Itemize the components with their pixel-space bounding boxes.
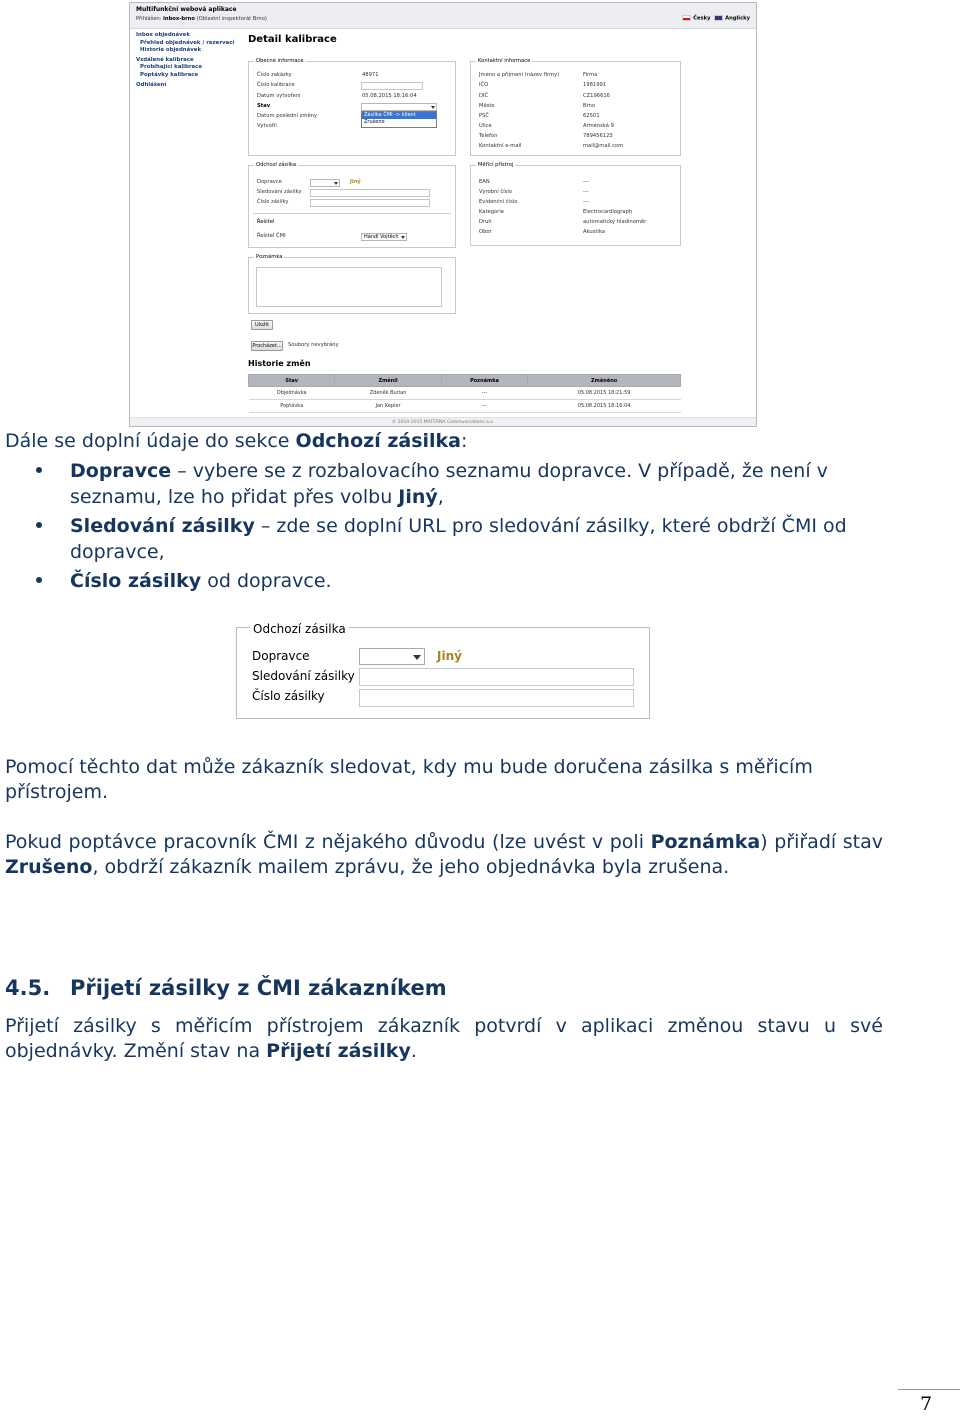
bullet-bold: Sledování zásilky (70, 515, 255, 537)
category-value: Electrocardiograph (583, 209, 633, 215)
no-files-label: Soubory nevybrány (288, 342, 339, 348)
history-col-note[interactable]: Poznámka (441, 375, 528, 387)
ico-label: IČO (479, 82, 489, 88)
street-label: Ulice (479, 123, 492, 129)
serial-value: --- (583, 189, 589, 195)
section-number: 4.5. (5, 976, 51, 1000)
status-option-cancelled[interactable]: Zrušeno (364, 119, 385, 125)
tracking-label: Sledování zásilky (252, 669, 355, 683)
solver-label: Řešitel ČMI (257, 233, 286, 239)
paragraph-receipt (5, 1014, 883, 1063)
table-row (249, 387, 681, 400)
sidebar-nav (136, 32, 246, 89)
outgoing-shipment-fieldset (248, 162, 456, 248)
bullet-text: – zde se doplní URL pro sledování zásilky, které obdrží ČMI od dopravce, (70, 515, 847, 563)
page-title: Detail kalibrace (248, 34, 337, 45)
app-screenshot (129, 2, 757, 427)
login-user: inbox-brno (163, 16, 195, 22)
history-header-row (249, 375, 681, 387)
para-text: . (410, 1039, 417, 1062)
carrier-label: Dopravce (252, 649, 310, 663)
contact-info-legend: Kontaktní informace (478, 58, 531, 64)
login-area: (Oblastní inspektorát Brno) (196, 16, 267, 22)
nav-item-order-history[interactable]: Historie objednávek (140, 47, 202, 54)
browse-button[interactable]: Procházet... (252, 343, 282, 349)
para-text: Pokud poptávce pracovník ČMI z nějakého důvodu (lze uvést v poli (5, 831, 651, 853)
outgoing-shipment-legend: Odchozí zásilka (250, 622, 349, 636)
note-textarea[interactable] (256, 267, 442, 307)
history-cell: Zdeněk Burian (335, 387, 441, 400)
street-value: Arménská 9 (583, 123, 614, 129)
city-label: Město (479, 103, 495, 109)
bullet-shipment-number (70, 568, 890, 594)
status-option-shipment[interactable]: Zásilka ČMI -> klient (362, 112, 436, 119)
lang-czech-link[interactable]: Česky (693, 15, 711, 22)
calibration-number-label: Číslo kalibrace (257, 82, 295, 88)
bullet-dot (36, 467, 42, 473)
bullet-tracking (70, 513, 890, 565)
page-number: 7 (920, 1393, 933, 1415)
page-number-rule (898, 1389, 960, 1390)
zip-value: 62501 (583, 113, 600, 119)
created-date-value: 05.08.2015 18:16:04 (362, 93, 417, 99)
email-value: mail@mail.com (583, 143, 624, 149)
bullet-carrier (70, 458, 890, 510)
history-cell: --- (441, 387, 528, 400)
type-value: automatický hladinoměr (583, 219, 647, 225)
shipment-number-input[interactable] (359, 689, 634, 707)
note-fieldset (248, 254, 456, 314)
para-bold: Přijetí zásilky (266, 1039, 411, 1062)
language-switch (682, 15, 750, 22)
device-legend: Měřicí přístroj (478, 162, 514, 168)
history-cell: Objednávka (249, 387, 335, 400)
lang-english-link[interactable]: Anglicky (725, 15, 750, 22)
created-by-label: Vytvořil (257, 123, 277, 129)
outgoing-legend: Odchozí zásilka (256, 162, 297, 168)
nav-item-remote-calibrations[interactable]: Vzdálené kalibrace (136, 56, 194, 63)
solver-value: Hándl Vojtěch (364, 234, 399, 240)
app-footer: © 2010-2015 MATERNA Communications a.s. (130, 417, 756, 427)
intro-bold: Odchozí zásilka (295, 430, 461, 452)
nav-item-running-calibrations[interactable]: Probíhající kalibrace (140, 64, 203, 71)
para-text: ) přiřadí stav (760, 831, 883, 853)
para-text: , obdrží zákazník mailem zprávu, že jeho objednávka byla zrušena. (92, 855, 730, 878)
solver-legend: Řešitel (257, 219, 275, 225)
tracking-input[interactable] (310, 189, 430, 197)
field-label: Obor (479, 229, 492, 235)
bullet-dot (36, 522, 42, 528)
shipment-number-label: Číslo zásilky (252, 689, 325, 703)
bullet-dot (36, 577, 42, 583)
chevron-down-icon (431, 106, 435, 109)
shipment-number-input[interactable] (310, 199, 430, 207)
email-label: Kontaktní e-mail (479, 143, 522, 149)
chevron-down-icon (413, 655, 421, 660)
table-row (249, 400, 681, 413)
ean-value: --- (583, 179, 589, 185)
zip-label: PSČ (479, 113, 490, 119)
app-header (130, 3, 756, 29)
history-cell: --- (441, 400, 528, 413)
nav-item-overview[interactable]: Přehled objednávek / rezervací (140, 39, 235, 46)
history-cell: Poptávka (249, 400, 335, 413)
serial-label: Výrobní číslo (479, 189, 512, 195)
outgoing-shipment-screenshot (236, 622, 650, 719)
para-bold: Poznámka (650, 831, 761, 853)
divider (253, 213, 451, 214)
history-cell: Jan Kepler (335, 400, 441, 413)
bullet-bold: Jiný (398, 486, 438, 508)
bullet-text: – vybere se z rozbalovacího seznamu dopravce. V případě, že není v seznamu, lze ho přidat přes volbu (70, 460, 828, 508)
para-bold: Zrušeno (5, 855, 93, 878)
shipment-number-label: Číslo zásilky (257, 199, 289, 205)
bullet-bold: Dopravce (70, 460, 172, 482)
chevron-down-icon (401, 236, 405, 239)
nav-item-inbox[interactable]: Inbox objednávek (136, 32, 190, 38)
carrier-other-link[interactable]: Jiný (350, 179, 361, 185)
general-info-fieldset (248, 58, 456, 156)
bullet-text: , (437, 486, 444, 508)
history-table (248, 374, 681, 413)
history-col-changed-at[interactable]: Změněno (528, 375, 681, 387)
city-value: Brno (583, 103, 596, 109)
tracking-input[interactable] (359, 668, 634, 686)
measuring-device-fieldset (470, 162, 681, 246)
status-dropdown-list (361, 111, 437, 128)
created-date-label: Datum vytvoření (257, 93, 301, 99)
history-col-changed-by[interactable]: Změnil (335, 375, 441, 387)
registration-label: Evidenční číslo (479, 199, 518, 205)
phone-label: Telefon (479, 133, 498, 139)
history-cell: 05.08.2015 18:16:04 (528, 400, 681, 413)
status-label: Stav (257, 103, 271, 109)
category-label: Kategorie (479, 209, 504, 215)
solver-select[interactable] (361, 233, 407, 241)
general-info-legend: Obecné informace (256, 58, 304, 64)
login-info (136, 16, 267, 22)
history-cell: 05.08.2015 18:21:59 (528, 387, 681, 400)
paragraph-tracking: Pomocí těchto dat může zákazník sledovat, kdy mu bude doručena zásilka s měřicím přístrojem. (5, 756, 813, 803)
bullet-bold: Číslo zásilky (70, 570, 202, 592)
app-name: Multifunkční webová aplikace (136, 6, 237, 13)
intro-paragraph (5, 429, 883, 454)
field-value: Akustika (583, 229, 605, 235)
contact-name-value: Firma (583, 72, 598, 78)
dic-label: DIČ (479, 93, 489, 99)
czech-flag-icon (682, 15, 691, 21)
status-select[interactable] (361, 103, 437, 111)
bullet-text: od dopravce. (201, 570, 332, 592)
intro-text: Dále se doplní údaje do sekce (5, 430, 296, 452)
carrier-other-link[interactable]: Jiný (437, 649, 462, 663)
history-col-status[interactable]: Stav (249, 375, 335, 387)
carrier-label: Dopravce (257, 179, 282, 185)
order-number-label: Číslo zakázky (257, 72, 292, 78)
history-title: Historie změn (248, 359, 311, 368)
type-label: Druh (479, 219, 492, 225)
ean-label: EAN (479, 179, 490, 185)
section-title: Přijetí zásilky z ČMI zákazníkem (70, 976, 447, 1000)
nav-item-calibration-requests[interactable]: Poptávky kalibrace (140, 71, 199, 78)
tracking-label: Sledování zásilky (257, 189, 302, 195)
dic-value: CZ196616 (583, 93, 610, 99)
phone-value: 789456123 (583, 133, 613, 139)
contact-name-label: Jméno a příjmení (název firmy) (479, 72, 560, 78)
contact-info-fieldset (470, 58, 681, 156)
calibration-number-input[interactable] (361, 82, 423, 90)
login-label: Přihlášen: (136, 16, 162, 22)
save-button[interactable]: Uložit (251, 320, 273, 330)
carrier-select[interactable] (310, 179, 340, 187)
english-flag-icon (714, 15, 723, 21)
ico-value: 1981991 (583, 82, 607, 88)
order-number-value: 48971 (362, 72, 379, 78)
para-text: Přijetí zásilky s měřicím přístrojem zákazník potvrdí v aplikaci změnou stavu u své objednávky. Změní stav na (5, 1015, 883, 1062)
chevron-down-icon (334, 182, 338, 185)
last-change-label: Datum poslední změny (257, 113, 317, 119)
carrier-select[interactable] (359, 648, 425, 665)
intro-text-end: : (461, 430, 468, 452)
paragraph-cancel (5, 830, 883, 879)
note-legend: Poznámka (256, 254, 283, 260)
nav-item-logout[interactable]: Odhlášení (136, 81, 167, 88)
registration-value: --- (583, 199, 589, 205)
